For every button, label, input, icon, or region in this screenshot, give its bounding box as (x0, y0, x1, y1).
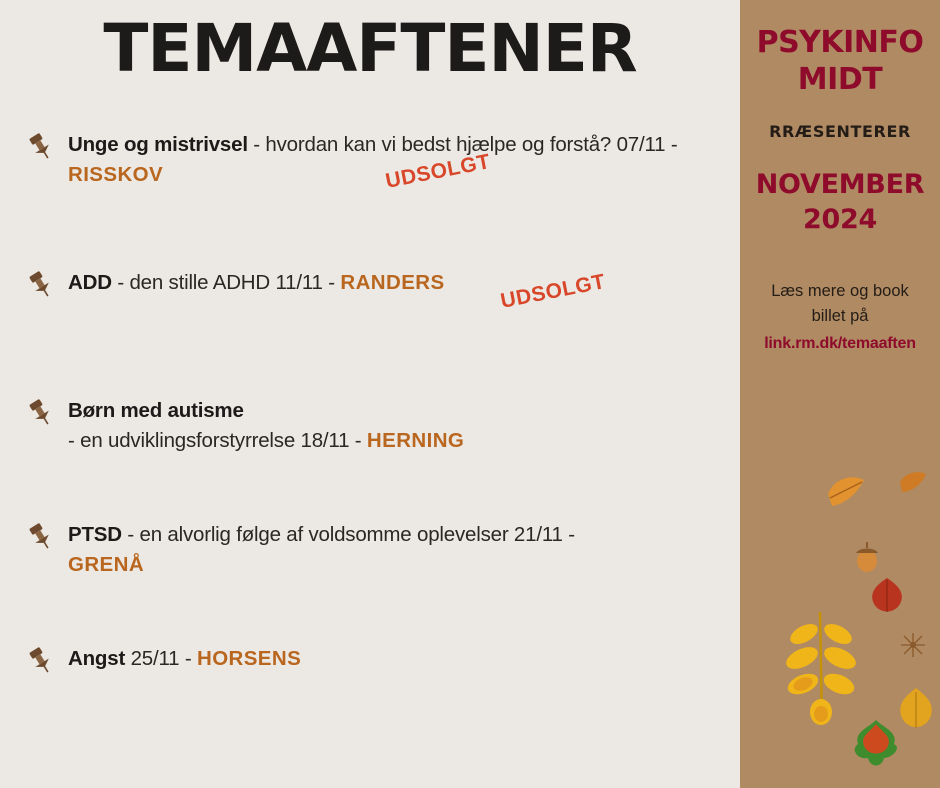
event-title: ADD (68, 271, 112, 294)
pushpin-icon (26, 646, 56, 676)
brand-title (740, 24, 940, 98)
list-item[interactable] (0, 268, 740, 330)
leaf-icon (848, 718, 904, 779)
page-title: TEMAAFTENER (103, 10, 637, 87)
pushpin-icon (26, 270, 56, 300)
brand-line-2: MIDT (797, 62, 883, 97)
event-title: Børn med autisme (68, 399, 244, 422)
presents-label: RRÆSENTERER (769, 122, 911, 141)
event-place: GRENÅ (68, 553, 145, 576)
leaf-icon (898, 468, 928, 503)
list-item[interactable] (0, 396, 740, 458)
event-place: RISSKOV (68, 163, 164, 186)
event-list (0, 130, 740, 750)
year-label: 2024 (803, 204, 877, 235)
leaf-icon (866, 576, 908, 621)
seed-icon (900, 632, 926, 663)
leaf-icon (776, 608, 866, 733)
event-description: - hvordan kan vi bedst hjælpe og forstå? 07/11 - (247, 133, 678, 156)
status-badge: UDSOLGT (383, 150, 493, 193)
event-place: HERNING (366, 429, 465, 452)
event-place: HORSENS (196, 647, 302, 670)
event-place: RANDERS (340, 271, 445, 294)
month-label: NOVEMBER (755, 169, 925, 200)
event-description: 25/11 - (125, 647, 197, 670)
event-text (68, 644, 730, 674)
event-title: Unge og mistrivsel (68, 133, 248, 156)
acorn-icon (850, 540, 884, 579)
month-year (740, 167, 940, 237)
event-text (68, 268, 730, 298)
event-description: - en udviklingsforstyrrelse 18/11 - (68, 429, 367, 452)
status-badge: UDSOLGT (498, 270, 608, 313)
event-title: Angst (68, 647, 126, 670)
booking-line-1: Læs mere og book (771, 282, 909, 300)
booking-line-2: billet på (811, 307, 869, 325)
event-text (68, 520, 730, 580)
booking-link[interactable]: link.rm.dk/temaaften (764, 335, 916, 352)
list-item[interactable] (0, 644, 740, 706)
event-text (68, 396, 730, 456)
pushpin-icon (26, 522, 56, 552)
poster-sidebar (740, 0, 940, 788)
event-description: - en alvorlig følge af voldsomme oplevelser 21/11 - (121, 523, 575, 546)
event-description: - den stille ADHD 11/11 - (111, 271, 341, 294)
pushpin-icon (26, 398, 56, 428)
list-item[interactable] (0, 520, 740, 582)
brand-line-1: PSYKINFO (756, 25, 924, 60)
pushpin-icon (26, 132, 56, 162)
booking-info (740, 279, 940, 356)
event-title: PTSD (68, 523, 122, 546)
list-item[interactable] (0, 130, 740, 200)
leaf-icon (824, 472, 868, 517)
